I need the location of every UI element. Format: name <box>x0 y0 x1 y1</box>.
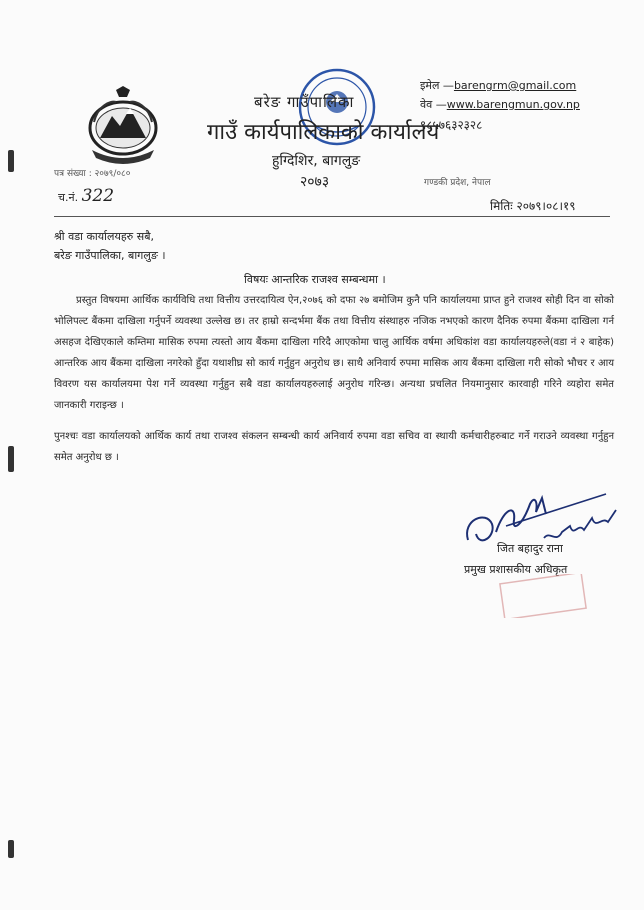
province: गण्डकी प्रदेश, नेपाल <box>424 178 491 188</box>
office-name: गाउँ कार्यपालिकाको कार्यालय <box>207 120 440 145</box>
dispatch-number <box>58 186 114 206</box>
signatory-name: जित बहादुर राना <box>497 542 563 555</box>
web-label: वेव — <box>420 98 447 111</box>
contact-email <box>420 78 576 93</box>
email-link[interactable]: barengrm@gmail.com <box>453 79 577 92</box>
letter-date: मितिः २०७९।०८।१९ <box>490 199 576 213</box>
signatory-title: प्रमुख प्रशासकीय अधिकृत <box>464 563 568 576</box>
header-divider <box>54 216 610 217</box>
patra-value: २०७९/०८० <box>94 169 131 179</box>
letter-subject: विषयः आन्तरिक राजश्व सम्बन्धमा । <box>244 273 386 286</box>
scan-mark <box>8 150 14 172</box>
chalani-value: 322 <box>81 186 115 206</box>
office-address: हुग्दिशिर, बागलुङ <box>272 153 361 169</box>
scan-mark <box>8 840 14 858</box>
body-paragraph-2: पुनश्चः वडा कार्यालयको आर्थिक कार्य तथा राजश्व संकलन सम्बन्धी कार्य अनिवार्य रुपमा वडा सचिव वा स्थायी कर्मचारीहरुबाट गर्ने गराउने व्यवस्था गर्नुहुन समेत अनुरोध छ । <box>54 431 614 463</box>
established-year: २०७३ <box>300 174 330 190</box>
nepal-emblem-icon <box>86 86 160 166</box>
web-link[interactable]: www.barengmun.gov.np <box>446 98 580 111</box>
recipient-line-1: श्री वडा कार्यालयहरु सबै, <box>54 230 154 243</box>
patra-label: पत्र संख्या : <box>54 169 92 179</box>
scan-mark <box>8 446 14 472</box>
recipient-line-2: बरेङ गाउँपालिका, बागलुङ । <box>54 249 166 262</box>
contact-phone: ९८५७६३२३२८ <box>420 118 483 132</box>
reference-number <box>54 166 130 179</box>
contact-web <box>420 97 580 112</box>
municipality-name: बरेङ गाउँपालिका <box>254 93 355 111</box>
chalani-label: च.नं. <box>58 191 79 204</box>
name-stamp-icon <box>498 574 588 618</box>
body-paragraph-1: प्रस्तुत विषयमा आर्थिक कार्यविधि तथा वित्तीय उत्तरदायित्व ऐन,२०७६ को दफा २७ बमोजिम कुनै पनि कार्यालयमा प्राप्त हुने राजश्व सोही दिन वा सोको भोलिपल्ट बैंकमा दाखिला गर्नुपर्ने व्यवस्था उल्लेख छ। तर हाम्रो सन्दर्भमा बैंक तथा वित्तीय संस्थाहरु नजिक नभएको कारण दैनिक रुपमा बैंकमा दाखिला गर्न असहज देखिएकाले कम्तिमा मासिक रुपमा त्यस्तो आय बैंकमा दाखिला गरिदै आएकोमा चालु आर्थिक वर्षमा अधिकांश वडा कार्यालयहरुले(वडा नं २ बाहेक) आन्तरिक आय बैंकमा दाखिला नगरेको हुँदा यथाशीघ्र सो कार्य गर्नुहुन अनुरोध छ। साथै अनिवार्य रुपमा मासिक आय बैंकमा दाखिला गरी सोको भौचर र आय विवरण यस कार्यालयमा पेश गर्ने व्यवस्था गर्नुहुन सबै वडा कार्यालयहरुलाई अनुरोध गरिन्छ। अन्यथा प्रचलित नियमानुसार कारवाही गरिने व्यहोरा समेत जानकारी गराइन्छ । <box>54 295 614 411</box>
email-label: इमेल — <box>420 79 454 92</box>
